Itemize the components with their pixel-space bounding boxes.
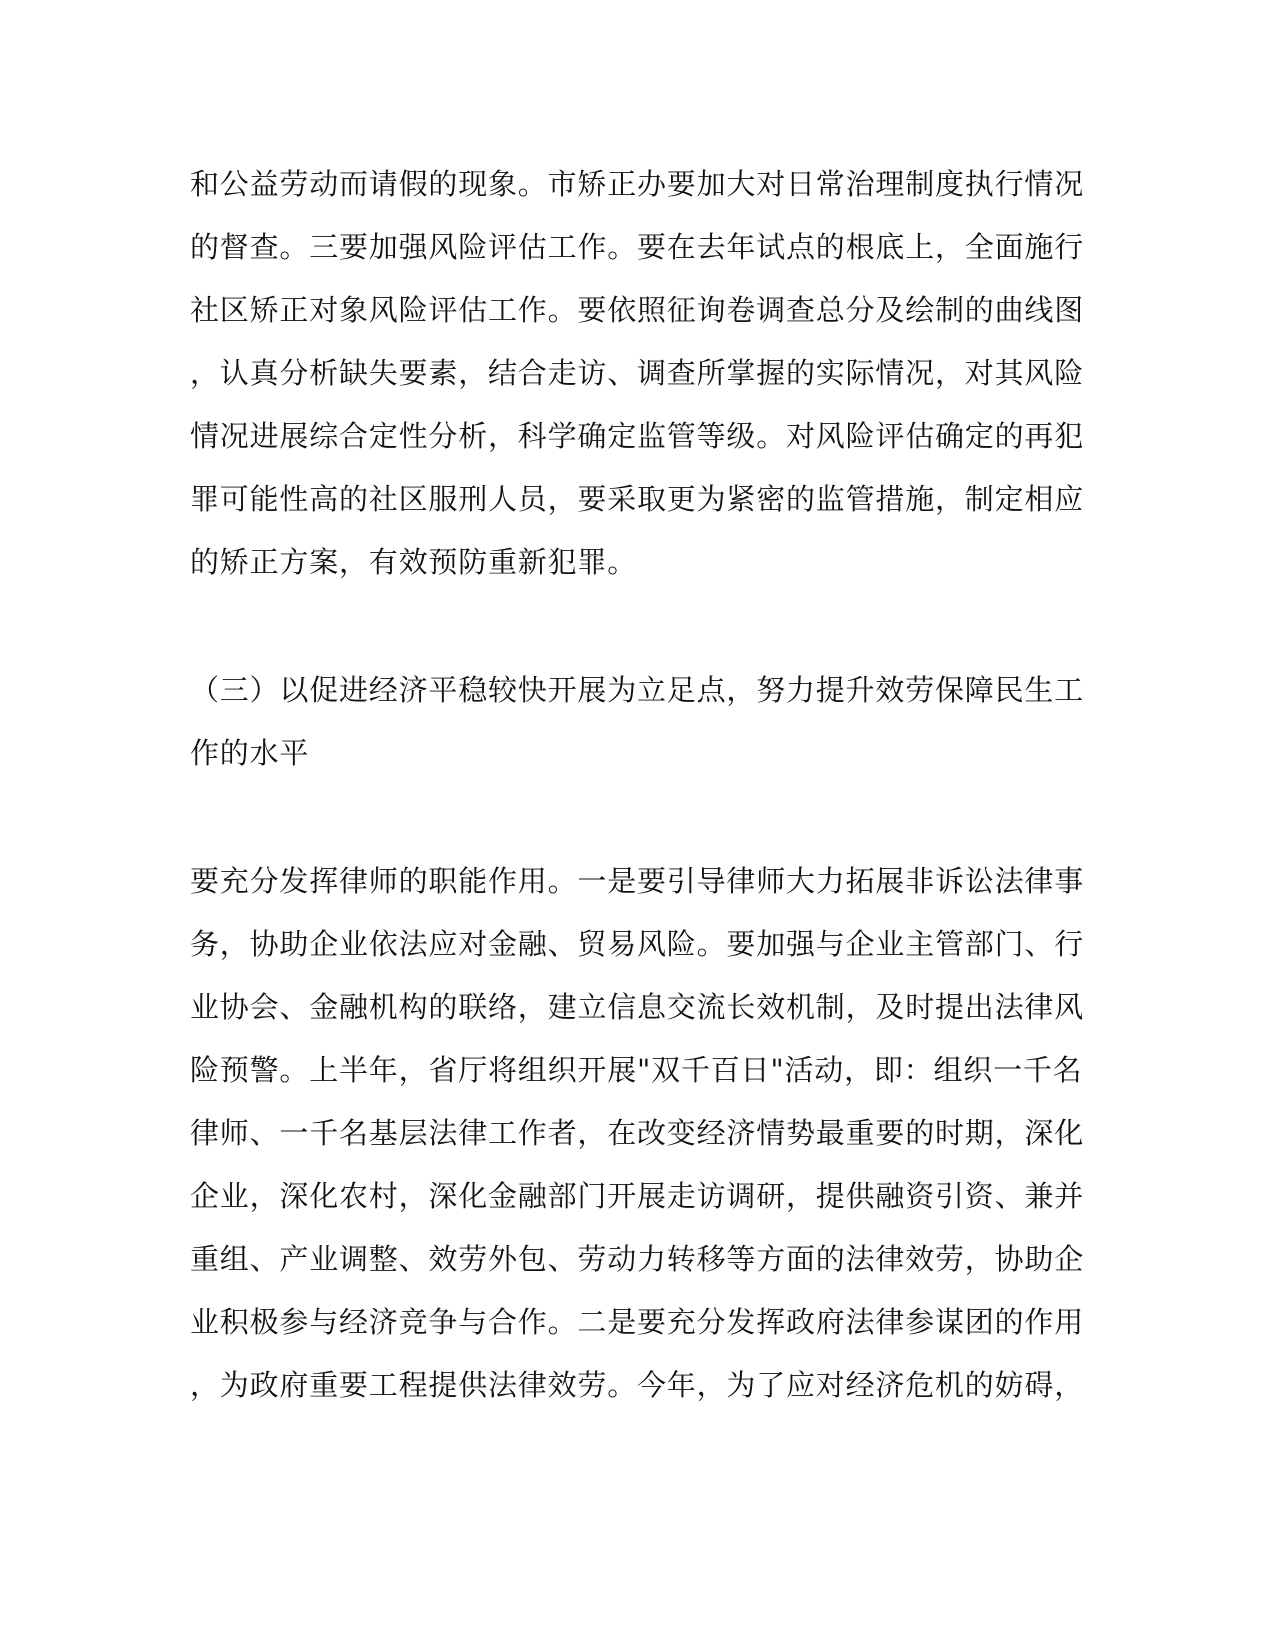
text-line: 和公益劳动而请假的现象。市矫正办要加大对日常治理制度执行情况	[190, 167, 1085, 201]
text-line: 要充分发挥律师的职能作用。一是要引导律师大力拓展非诉讼法律事	[190, 864, 1085, 898]
text-line: 险预警。上半年，省厅将组织开展"双千百日"活动，即：组织一千名	[190, 1053, 1083, 1087]
text-line: 情况进展综合定性分析，科学确定监管等级。对风险评估确定的再犯	[190, 419, 1085, 453]
text-line: 社区矫正对象风险评估工作。要依照征询卷调查总分及绘制的曲线图	[190, 293, 1085, 327]
text-line: 重组、产业调整、效劳外包、劳动力转移等方面的法律效劳，协助企	[190, 1242, 1085, 1276]
text-line: ，认真分析缺失要素，结合走访、调查所掌握的实际情况，对其风险	[190, 356, 1085, 390]
text-line: 业积极参与经济竞争与合作。二是要充分发挥政府法律参谋团的作用	[190, 1305, 1085, 1339]
heading-line: 作的水平	[190, 736, 310, 770]
text-line: 务，协助企业依法应对金融、贸易风险。要加强与企业主管部门、行	[190, 927, 1085, 961]
text-line: 的矫正方案，有效预防重新犯罪。	[190, 545, 638, 579]
text-line: 律师、一千名基层法律工作者，在改变经济情势最重要的时期，深化	[190, 1116, 1085, 1150]
text-line: 的督查。三要加强风险评估工作。要在去年试点的根底上，全面施行	[190, 230, 1085, 264]
text-line: 业协会、金融机构的联络，建立信息交流长效机制，及时提出法律风	[190, 990, 1085, 1024]
heading-line: （三）以促进经济平稳较快开展为立足点，努力提升效劳保障民生工	[190, 673, 1085, 707]
text-line: 企业，深化农村，深化金融部门开展走访调研，提供融资引资、兼并	[190, 1179, 1085, 1213]
text-line: 罪可能性高的社区服刑人员，要采取更为紧密的监管措施，制定相应	[190, 482, 1085, 516]
text-line: ，为政府重要工程提供法律效劳。今年，为了应对经济危机的妨碍，	[190, 1368, 1085, 1402]
